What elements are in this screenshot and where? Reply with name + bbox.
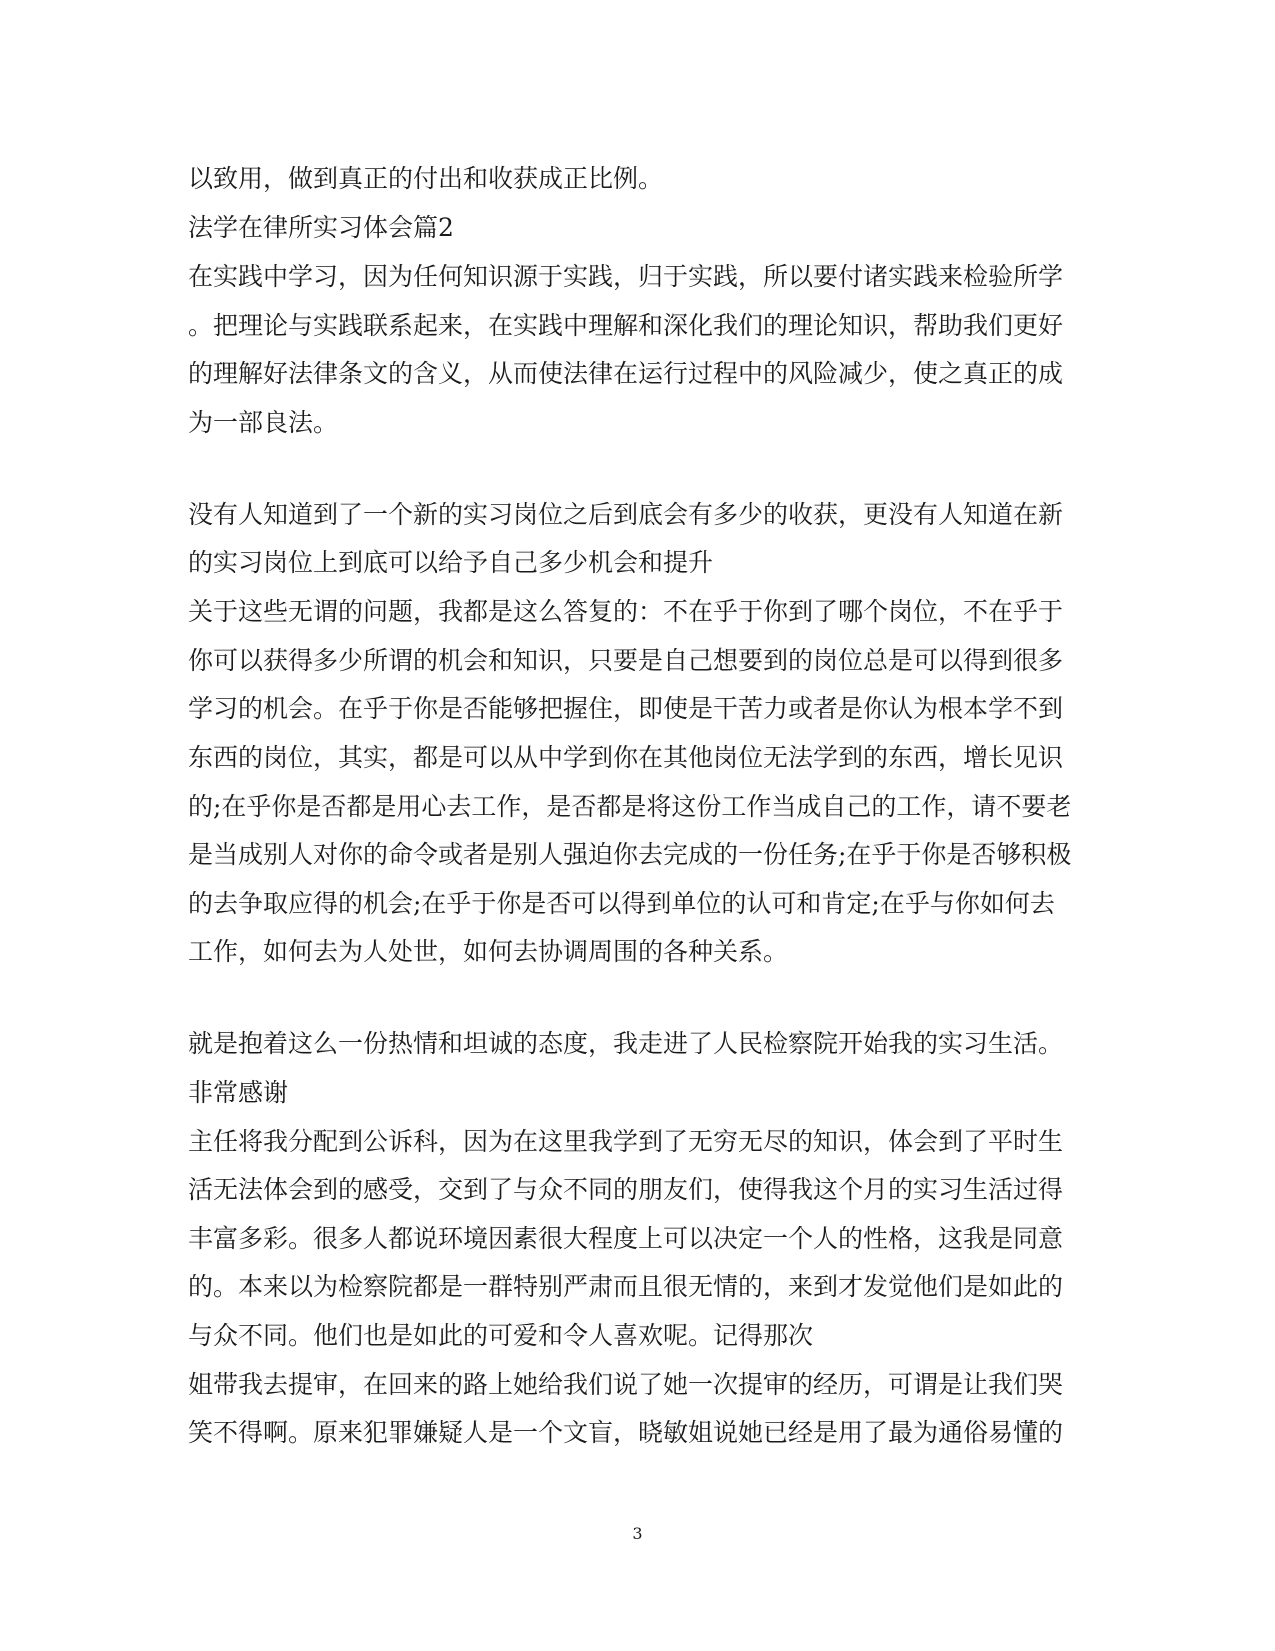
text-line: 以致用，做到真正的付出和收获成正比例。 [188,164,664,193]
text-line: 主任将我分配到公诉科，因为在这里我学到了无穷无尽的知识，体会到了平时生 [188,1127,1064,1156]
text-line: 的;在乎你是否都是用心去工作，是否都是将这份工作当成自己的工作，请不要老 [188,792,1072,821]
text-line: 为一部良法。 [188,408,339,437]
text-line: 非常感谢 [188,1078,289,1107]
text-line: 与众不同。他们也是如此的可爱和令人喜欢呢。记得那次 [188,1321,814,1350]
text-line: 姐带我去提审，在回来的路上她给我们说了她一次提审的经历，可谓是让我们哭 [188,1370,1064,1399]
text-line: 就是抱着这么一份热情和坦诚的态度，我走进了人民检察院开始我的实习生活。 [188,1029,1064,1058]
text-line: 的实习岗位上到底可以给予自己多少机会和提升 [188,548,714,577]
text-line: 丰富多彩。很多人都说环境因素很大程度上可以决定一个人的性格，这我是同意 [188,1224,1064,1253]
page-number: 3 [632,1524,643,1543]
text-line: 的去争取应得的机会;在乎于你是否可以得到单位的认可和肯定;在乎与你如何去 [188,889,1055,918]
text-line: 没有人知道到了一个新的实习岗位之后到底会有多少的收获，更没有人知道在新 [188,500,1064,529]
text-line: 学习的机会。在乎于你是否能够把握住，即使是干苦力或者是你认为根本学不到 [188,694,1064,723]
text-line: 东西的岗位，其实，都是可以从中学到你在其他岗位无法学到的东西，增长见识 [188,743,1064,772]
text-line: 你可以获得多少所谓的机会和知识，只要是自己想要到的岗位总是可以得到很多 [188,646,1064,675]
text-line: 是当成别人对你的命令或者是别人强迫你去完成的一份任务;在乎于你是否够积极 [188,840,1072,869]
text-line: 的。本来以为检察院都是一群特别严肃而且很无情的，来到才发觉他们是如此的 [188,1272,1064,1301]
text-line: 活无法体会到的感受，交到了与众不同的朋友们，使得我这个月的实习生活过得 [188,1175,1064,1204]
text-line: 关于这些无谓的问题，我都是这么答复的：不在乎于你到了哪个岗位，不在乎于 [188,597,1064,626]
section-heading: 法学在律所实习体会篇2 [188,213,454,242]
text-line: 笑不得啊。原来犯罪嫌疑人是一个文盲，晓敏姐说她已经是用了最为通俗易懂的 [188,1418,1064,1447]
text-line: 。把理论与实践联系起来，在实践中理解和深化我们的理论知识，帮助我们更好 [188,311,1064,340]
text-line: 的理解好法律条文的含义，从而使法律在运行过程中的风险减少，使之真正的成 [188,359,1064,388]
text-line: 在实践中学习，因为任何知识源于实践，归于实践，所以要付诸实践来检验所学 [188,262,1064,291]
text-line: 工作，如何去为人处世，如何去协调周围的各种关系。 [188,937,789,966]
